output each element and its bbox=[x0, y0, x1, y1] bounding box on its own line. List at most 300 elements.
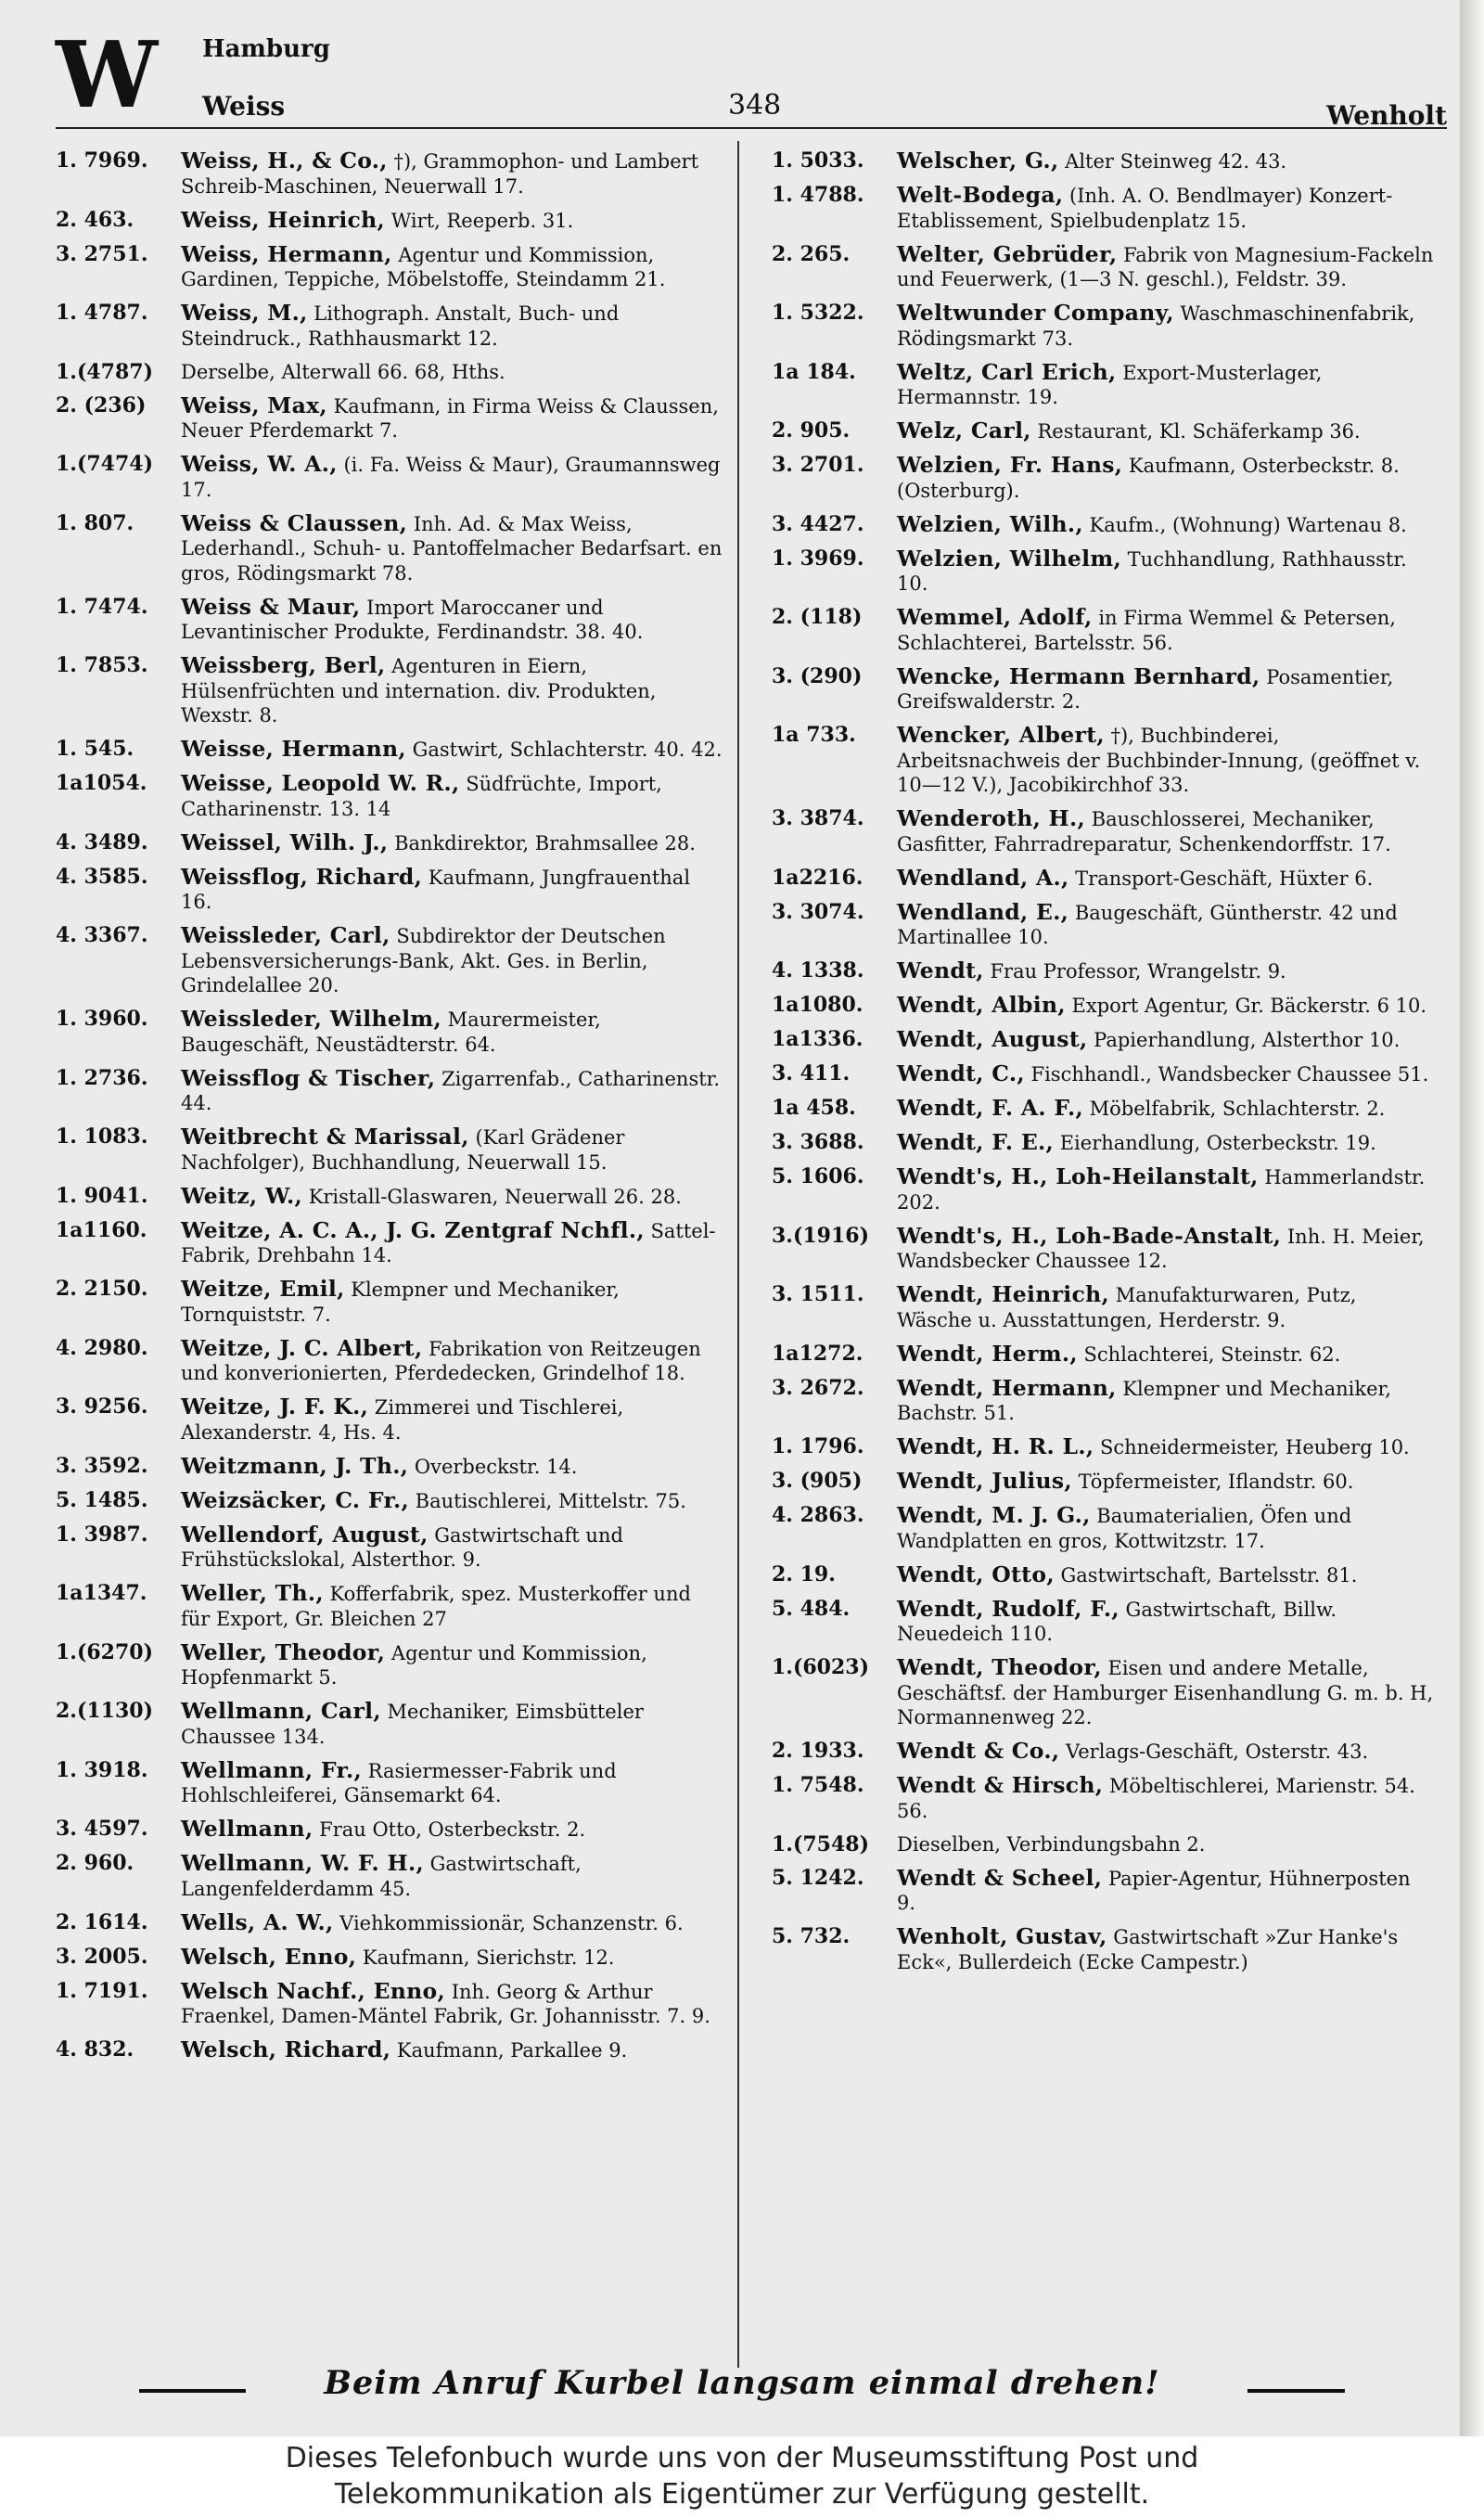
phone-number: 5. 732. bbox=[772, 1924, 851, 1948]
entry-name: Wendt, Hermann, bbox=[897, 1374, 1117, 1401]
directory-entry bbox=[772, 900, 1434, 950]
directory-entry bbox=[772, 1597, 1434, 1647]
directory-entry bbox=[56, 1817, 723, 1843]
entry-name: Wendt, C., bbox=[897, 1060, 1025, 1086]
entry-name: Wendland, E., bbox=[897, 898, 1069, 925]
entry-name: Welscher, G., bbox=[897, 148, 1059, 173]
phone-number: 1a2216. bbox=[772, 865, 864, 890]
entry-details: Agenturen in Eiern, Hülsenfrüchten und internation. div. Produkten, Wexstr. 8. bbox=[181, 655, 657, 726]
phone-number: 3. 3592. bbox=[56, 1453, 148, 1478]
entry-name: Wendt, Julius, bbox=[897, 1468, 1072, 1494]
entry-details: Agentur und Kommission, Hopfenmarkt 5. bbox=[181, 1641, 647, 1689]
entry-details: Zigarrenfab., Catharinenstr. 44. bbox=[181, 1067, 721, 1114]
entry-details: Gastwirtschaft und Frühstückslokal, Alsterthor. 9. bbox=[181, 1523, 623, 1571]
entry-name: Weltwunder Company, bbox=[897, 300, 1174, 326]
entry-name: Wencker, Albert, bbox=[897, 722, 1105, 748]
phone-number: 3. 411. bbox=[772, 1061, 851, 1086]
phone-number: 1. 3987. bbox=[56, 1522, 148, 1547]
entry-details: Bankdirektor, Brahmsallee 28. bbox=[394, 831, 696, 854]
entry-details: Frau Professor, Wrangelstr. 9. bbox=[990, 960, 1286, 983]
directory-entry bbox=[772, 1866, 1434, 1916]
phone-number: 1. 4788. bbox=[772, 183, 864, 207]
directory-entry bbox=[772, 1376, 1434, 1426]
phone-number: 1. 9041. bbox=[56, 1183, 148, 1208]
entry-name: Welsch, Enno, bbox=[181, 1943, 357, 1970]
entry-details: (Karl Grädener Nachfolger), Buchhandlung, Neuerwall 15. bbox=[181, 1126, 625, 1174]
phone-number: 2. 1933. bbox=[772, 1739, 864, 1763]
directory-entry bbox=[56, 208, 723, 234]
phone-number: 1. 7191. bbox=[56, 1978, 148, 2003]
directory-entry bbox=[56, 1522, 723, 1573]
phone-number: 3.(1916) bbox=[772, 1223, 870, 1248]
entry-details: Papier-Agentur, Hühnerposten 9. bbox=[897, 1867, 1411, 1914]
entry-details: Frau Otto, Osterbeckstr. 2. bbox=[319, 1818, 586, 1841]
entry-details: Kaufmann, Jungfrauenthal 16. bbox=[181, 866, 691, 913]
entry-details: Baumaterialien, Öfen und Wandplatten en gros, Kottwitzstr. 17. bbox=[897, 1505, 1352, 1552]
entry-name: Weissleder, Wilhelm, bbox=[181, 1006, 441, 1032]
section-letter: W bbox=[56, 22, 157, 129]
directory-entry bbox=[56, 1979, 723, 2029]
entry-name: Weitze, A. C. A., J. G. Zentgraf Nchfl., bbox=[181, 1216, 645, 1243]
column-divider bbox=[737, 141, 739, 2368]
directory-entry bbox=[56, 1945, 723, 1971]
directory-entry bbox=[56, 452, 723, 502]
footer-rule-right bbox=[1247, 2389, 1345, 2393]
right-column bbox=[772, 148, 1434, 1984]
entry-name: Weitbrecht & Marissal, bbox=[181, 1124, 469, 1150]
entry-details: †), Grammophon- und Lambert Schreib-Maschinen, Neuerwall 17. bbox=[181, 150, 699, 198]
directory-entry bbox=[772, 1832, 1434, 1857]
directory-entry bbox=[772, 546, 1434, 597]
directory-entry bbox=[772, 806, 1434, 856]
page-number: 348 bbox=[728, 89, 782, 122]
entry-name: Wendt, Albin, bbox=[897, 992, 1066, 1018]
entry-details: Eisen und andere Metalle, Geschäftsf. der Hamburger Eisenhandlung G. m. b. H, Normannenweg 22. bbox=[897, 1657, 1434, 1728]
entry-name: Wenholt, Gustav, bbox=[897, 1923, 1107, 1949]
directory-entry bbox=[56, 301, 723, 351]
directory-entry bbox=[56, 653, 723, 728]
directory-entry bbox=[772, 866, 1434, 892]
entry-details: Inh. Ad. & Max Weiss, Lederhandl., Schuh- u. Pantoffelmacher Bedarfsart. en gros, Rödingsmarkt 78. bbox=[181, 512, 723, 585]
entry-details: Rasiermesser-Fabrik und Hohlschleiferei, Gänsemarkt 64. bbox=[181, 1759, 617, 1806]
directory-entry bbox=[56, 923, 723, 998]
entry-name: Welz, Carl, bbox=[897, 418, 1031, 443]
entry-name: Weissflog & Tischer, bbox=[181, 1064, 436, 1091]
entry-name: Wendt & Co., bbox=[897, 1738, 1060, 1764]
entry-details: Posamentier, Greifswalderstr. 2. bbox=[897, 665, 1394, 713]
directory-entry bbox=[56, 1851, 723, 1901]
phone-number: 3. 2005. bbox=[56, 1944, 148, 1969]
entry-details: Eierhandlung, Osterbeckstr. 19. bbox=[1059, 1132, 1376, 1154]
directory-entry bbox=[772, 1773, 1434, 1823]
entry-details: Kaufmann, Osterbeckstr. 8. (Osterburg). bbox=[897, 455, 1400, 502]
entry-name: Wendland, A., bbox=[897, 864, 1069, 891]
phone-number: 1. 7548. bbox=[772, 1773, 864, 1797]
entry-details: Dieselben, Verbindungsbahn 2. bbox=[897, 1832, 1206, 1856]
directory-entry bbox=[772, 605, 1434, 655]
phone-number: 2. (118) bbox=[772, 605, 863, 629]
directory-entry bbox=[56, 1184, 723, 1210]
entry-name: Wemmel, Adolf, bbox=[897, 604, 1093, 630]
directory-entry bbox=[56, 771, 723, 821]
credit-line-1: Dieses Telefonbuch wurde uns von der Museumsstiftung Post und bbox=[285, 2442, 1199, 2474]
entry-name: Weller, Theodor, bbox=[181, 1638, 386, 1665]
entry-details: Gastwirt, Schlachterstr. 40. 42. bbox=[412, 739, 723, 761]
phone-number: 5. 1485. bbox=[56, 1487, 148, 1512]
phone-number: 1.(6270) bbox=[56, 1639, 154, 1664]
directory-entry bbox=[772, 242, 1434, 292]
phone-number: 1a1080. bbox=[772, 993, 864, 1017]
directory-entry bbox=[772, 1342, 1434, 1368]
phone-number: 2. 463. bbox=[56, 207, 134, 232]
phone-number: 1. 1796. bbox=[772, 1434, 864, 1458]
entry-details: in Firma Wemmel & Petersen, Schlachterei, Bartelsstr. 56. bbox=[897, 607, 1396, 654]
directory-entry bbox=[56, 1910, 723, 1936]
phone-number: 1. 7853. bbox=[56, 653, 148, 677]
phone-number: 1. 3960. bbox=[56, 1007, 148, 1031]
phone-number: 1a1347. bbox=[56, 1581, 147, 1605]
entry-details: Import Maroccaner und Levantinischer Produkte, Ferdinandstr. 38. 40. bbox=[181, 596, 644, 643]
directory-entry bbox=[56, 1066, 723, 1116]
directory-entry bbox=[772, 1503, 1434, 1553]
entry-name: Weitz, W., bbox=[181, 1182, 303, 1209]
entry-name: Weisse, Hermann, bbox=[181, 736, 406, 762]
entry-details: Papierhandlung, Alsterthor 10. bbox=[1094, 1029, 1401, 1051]
directory-entry bbox=[772, 418, 1434, 444]
first-entry-word: Weiss bbox=[202, 91, 286, 122]
directory-entry bbox=[772, 1739, 1434, 1765]
entry-name: Wencke, Hermann Bernhard, bbox=[897, 662, 1260, 689]
phone-number: 3. 9256. bbox=[56, 1394, 148, 1419]
entry-name: Wendt, F. A. F., bbox=[897, 1095, 1083, 1121]
entry-name: Wellmann, bbox=[181, 1816, 313, 1842]
entry-name: Wendt, F. E., bbox=[897, 1129, 1055, 1155]
phone-number: 5. 484. bbox=[772, 1596, 851, 1621]
entry-details: Mechaniker, Eimsbütteler Chaussee 134. bbox=[181, 1701, 644, 1748]
entry-name: Weiss & Claussen, bbox=[181, 509, 408, 536]
entry-name: Weller, Th., bbox=[181, 1580, 324, 1606]
entry-name: Weiss & Maur, bbox=[181, 593, 361, 620]
phone-number: 1. 7969. bbox=[56, 148, 148, 173]
entry-name: Weiss, W. A., bbox=[181, 451, 338, 477]
entry-details: Kristall-Glaswaren, Neuerwall 26. 28. bbox=[308, 1185, 682, 1208]
directory-entry bbox=[56, 1336, 723, 1386]
phone-number: 3. (290) bbox=[772, 663, 863, 688]
entry-details: Maurermeister, Baugeschäft, Neustädterstr. 64. bbox=[181, 1008, 601, 1056]
entry-details: Fabrikation von Reitzeugen und konverionierten, Pferdedecken, Grindelhof 18. bbox=[181, 1337, 701, 1384]
phone-number: 1a 184. bbox=[772, 359, 856, 384]
directory-entry bbox=[56, 830, 723, 856]
entry-name: Welzien, Fr. Hans, bbox=[897, 452, 1123, 478]
directory-entry bbox=[772, 1469, 1434, 1495]
entry-details: Fischhandl., Wandsbecker Chaussee 51. bbox=[1030, 1063, 1429, 1086]
entry-name: Wendt's, H., Loh-Heilanstalt, bbox=[897, 1163, 1259, 1189]
phone-number: 1.(7548) bbox=[772, 1831, 870, 1856]
entry-details: Zimmerei und Tischlerei, Alexanderstr. 4, Hs. 4. bbox=[181, 1396, 624, 1444]
directory-entry bbox=[772, 1924, 1434, 1974]
entry-details: Inh. Georg & Arthur Fraenkel, Damen-Mäntel Fabrik, Gr. Johannisstr. 7. 9. bbox=[181, 1980, 710, 2027]
entry-details: Fabrik von Magnesium-Fackeln und Feuerwerk, (1—3 N. geschl.), Feldstr. 39. bbox=[897, 243, 1434, 290]
phone-number: 1. 5033. bbox=[772, 148, 864, 173]
directory-entry bbox=[772, 1562, 1434, 1588]
directory-entry bbox=[772, 1434, 1434, 1460]
directory-entry bbox=[56, 1699, 723, 1749]
directory-entry bbox=[56, 595, 723, 645]
phone-number: 4. 3489. bbox=[56, 829, 148, 854]
credit-line-2: Telekommunikation als Eigentümer zur Verfügung gestellt. bbox=[334, 2478, 1150, 2511]
left-column bbox=[56, 148, 723, 2072]
entry-details: Kaufmann, Parkallee 9. bbox=[396, 2039, 628, 2062]
entry-name: Wendt, M. J. G., bbox=[897, 1502, 1091, 1528]
entry-details: Schneidermeister, Heuberg 10. bbox=[1100, 1436, 1410, 1458]
directory-entry bbox=[772, 1096, 1434, 1122]
entry-name: Weisse, Leopold W. R., bbox=[181, 770, 460, 796]
phone-number: 1.(6023) bbox=[772, 1655, 870, 1679]
entry-name: Wendt, bbox=[897, 957, 984, 983]
phone-number: 1.(7474) bbox=[56, 452, 154, 476]
directory-entry bbox=[772, 993, 1434, 1019]
directory-entry bbox=[56, 1640, 723, 1690]
entry-name: Wendt, Herm., bbox=[897, 1340, 1078, 1367]
entry-details: Bauschlosserei, Mechaniker, Gasfitter, Fahrradreparatur, Schenkendorffstr. 17. bbox=[897, 808, 1391, 855]
entry-details: Overbeckstr. 14. bbox=[414, 1455, 578, 1478]
entry-name: Welzien, Wilhelm, bbox=[897, 545, 1121, 572]
directory-entry bbox=[56, 1454, 723, 1480]
entry-details: Tuchhandlung, Rathhausstr. 10. bbox=[897, 547, 1407, 595]
directory-entry bbox=[56, 393, 723, 443]
entry-details: Töpfermeister, Iflandstr. 60. bbox=[1078, 1471, 1354, 1493]
entry-details: Möbeltischlerei, Marienstr. 54. 56. bbox=[897, 1775, 1415, 1822]
entry-details: Gastwirtschaft »Zur Hanke's Eck«, Bullerdeich (Ecke Campestr.) bbox=[897, 1926, 1399, 1973]
directory-entry bbox=[56, 1007, 723, 1057]
page-edge bbox=[1460, 0, 1484, 2436]
entry-name: Wendt & Scheel, bbox=[897, 1864, 1103, 1891]
phone-number: 1a1272. bbox=[772, 1341, 864, 1366]
entry-name: Weiss, H., & Co., bbox=[181, 148, 388, 173]
directory-entry bbox=[56, 2037, 723, 2063]
directory-entry bbox=[56, 1488, 723, 1514]
entry-name: Welsch Nachf., Enno, bbox=[181, 1977, 446, 2004]
directory-entry bbox=[772, 183, 1434, 233]
directory-entry bbox=[56, 511, 723, 586]
directory-entry bbox=[56, 737, 723, 763]
phone-number: 1.(4787) bbox=[56, 359, 154, 384]
phone-number: 4. 1338. bbox=[772, 958, 864, 983]
phone-number: 3. 2672. bbox=[772, 1375, 864, 1400]
entry-name: Weissleder, Carl, bbox=[181, 922, 390, 948]
phone-number: 3. 4597. bbox=[56, 1817, 148, 1841]
directory-entry bbox=[772, 1655, 1434, 1730]
phone-number: 1a1336. bbox=[772, 1027, 864, 1051]
entry-details: Verlags-Geschäft, Osterstr. 43. bbox=[1066, 1741, 1369, 1763]
scan-credit bbox=[0, 2440, 1484, 2512]
phone-number: 2. 1614. bbox=[56, 1909, 148, 1934]
phone-number: 1a 733. bbox=[772, 723, 856, 747]
directory-entry bbox=[56, 1277, 723, 1327]
entry-name: Wellmann, Fr., bbox=[181, 1756, 362, 1783]
directory-entry bbox=[772, 453, 1434, 503]
phone-number: 2. 19. bbox=[772, 1561, 836, 1587]
entry-details: Südfrüchte, Import, Catharinenstr. 13. 14 bbox=[181, 773, 662, 820]
directory-entry bbox=[772, 1224, 1434, 1274]
entry-details: Möbelfabrik, Schlachterstr. 2. bbox=[1089, 1098, 1386, 1120]
phone-number: 4. 832. bbox=[56, 2037, 134, 2062]
directory-entry bbox=[772, 148, 1434, 174]
directory-entry bbox=[56, 1124, 723, 1175]
phone-number: 3. 3688. bbox=[772, 1130, 864, 1154]
directory-entry bbox=[772, 512, 1434, 538]
entry-name: Wendt, Otto, bbox=[897, 1561, 1055, 1587]
footer-slogan: Beim Anruf Kurbel langsam einmal drehen! bbox=[324, 2364, 1160, 2402]
directory-entry bbox=[56, 1581, 723, 1631]
phone-number: 1. 3969. bbox=[772, 546, 864, 571]
phone-number: 2.(1130) bbox=[56, 1699, 154, 1723]
phone-number: 4. 3367. bbox=[56, 923, 148, 947]
entry-details: Restaurant, Kl. Schäferkamp 36. bbox=[1037, 420, 1361, 443]
entry-name: Welter, Gebrüder, bbox=[897, 240, 1118, 267]
entry-name: Weiss, Heinrich, bbox=[181, 206, 386, 233]
entry-details: Viehkommissionär, Schanzenstr. 6. bbox=[339, 1911, 684, 1934]
entry-details: Agentur und Kommission, Gardinen, Teppiche, Möbelstoffe, Steindamm 21. bbox=[181, 243, 666, 290]
phone-number: 2. 2150. bbox=[56, 1277, 148, 1301]
entry-details: Waschmaschinenfabrik, Rödingsmarkt 73. bbox=[897, 302, 1415, 350]
phone-number: 3. (905) bbox=[772, 1469, 863, 1493]
header-rule bbox=[56, 127, 1447, 129]
entry-name: Wendt & Hirsch, bbox=[897, 1772, 1104, 1798]
entry-name: Weiss, M., bbox=[181, 300, 308, 326]
entry-details: Wirt, Reeperb. 31. bbox=[390, 209, 574, 232]
directory-entry bbox=[772, 1130, 1434, 1156]
phone-number: 3. 1511. bbox=[772, 1282, 864, 1306]
phone-number: 3. 2701. bbox=[772, 453, 864, 477]
directory-entry bbox=[56, 865, 723, 915]
entry-details: Lithograph. Anstalt, Buch- und Steindruck., Rathhausmarkt 12. bbox=[181, 302, 620, 350]
phone-number: 3. 2751. bbox=[56, 241, 148, 266]
entry-name: Weissflog, Richard, bbox=[181, 863, 423, 890]
entry-name: Wenderoth, H., bbox=[897, 805, 1086, 831]
entry-name: Weitzmann, J. Th., bbox=[181, 1452, 409, 1479]
phone-number: 3. 3074. bbox=[772, 899, 864, 924]
directory-entry bbox=[56, 1218, 723, 1268]
entry-details: Derselbe, Alterwall 66. 68, Hths. bbox=[181, 360, 505, 383]
entry-name: Welzien, Wilh., bbox=[897, 510, 1083, 537]
entry-details: Hammerlandstr. 202. bbox=[897, 1166, 1426, 1214]
entry-details: Subdirektor der Deutschen Lebensversicherungs-Bank, Akt. Ges. in Berlin, Grindelallee 20. bbox=[181, 925, 666, 996]
entry-name: Weitze, J. C. Albert, bbox=[181, 1334, 423, 1361]
entry-name: Weissberg, Berl, bbox=[181, 652, 386, 678]
entry-details: Gastwirtschaft, Bartelsstr. 81. bbox=[1060, 1563, 1358, 1587]
entry-details: Kaufm., (Wohnung) Wartenau 8. bbox=[1089, 513, 1407, 536]
directory-entry bbox=[772, 1027, 1434, 1053]
phone-number: 2. 265. bbox=[772, 241, 851, 266]
last-entry-word: Wenholt bbox=[1326, 100, 1447, 131]
directory-entry bbox=[772, 958, 1434, 984]
phone-number: 5. 1242. bbox=[772, 1865, 864, 1890]
entry-name: Wendt, Theodor, bbox=[897, 1654, 1102, 1680]
phone-number: 4. 2980. bbox=[56, 1335, 148, 1360]
phone-number: 2. 960. bbox=[56, 1851, 134, 1875]
entry-name: Weissel, Wilh. J., bbox=[181, 829, 389, 855]
entry-name: Wellmann, Carl, bbox=[181, 1698, 381, 1724]
entry-details: Schlachterei, Steinstr. 62. bbox=[1083, 1343, 1341, 1366]
entry-details: Kofferfabrik, spez. Musterkoffer und für Export, Gr. Bleichen 27 bbox=[181, 1583, 691, 1630]
entry-details: Gastwirtschaft, Langenfelderdamm 45. bbox=[181, 1853, 582, 1900]
directory-entry bbox=[772, 301, 1434, 351]
phone-number: 4. 3585. bbox=[56, 864, 148, 889]
phone-number: 5. 1606. bbox=[772, 1164, 864, 1188]
entry-details: Bautischlerei, Mittelstr. 75. bbox=[415, 1489, 686, 1512]
entry-details: Sattel-Fabrik, Drehbahn 14. bbox=[181, 1219, 716, 1266]
entry-name: Wendt, Heinrich, bbox=[897, 1281, 1110, 1307]
phone-number: 1. 5322. bbox=[772, 301, 864, 325]
directory-entry bbox=[56, 242, 723, 292]
phone-number: 1. 545. bbox=[56, 737, 134, 761]
entry-name: Welt-Bodega, bbox=[897, 182, 1064, 208]
directory-entry bbox=[56, 1758, 723, 1808]
entry-details: Transport-Geschäft, Hüxter 6. bbox=[1075, 867, 1374, 890]
page-header bbox=[56, 22, 1447, 137]
phone-number: 1. 1083. bbox=[56, 1124, 148, 1149]
phone-number: 3. 3874. bbox=[772, 806, 864, 830]
phone-number: 1. 807. bbox=[56, 510, 134, 535]
phone-number: 2. (236) bbox=[56, 392, 147, 418]
directory-entry bbox=[56, 1394, 723, 1445]
directory-entry bbox=[772, 360, 1434, 410]
entry-details: Gastwirtschaft, Billw. Neuedeich 110. bbox=[897, 1598, 1337, 1645]
directory-entry bbox=[772, 1061, 1434, 1087]
directory-entry bbox=[772, 1164, 1434, 1214]
entry-details: †), Buchbinderei, Arbeitsnachweis der Buchbinder-Innung, (geöffnet v. 10—12 V.), Jacobikirchhof 33. bbox=[897, 725, 1421, 796]
entry-details: Inh. H. Meier, Wandsbecker Chaussee 12. bbox=[897, 1225, 1425, 1272]
entry-name: Wellmann, W. F. H., bbox=[181, 1850, 424, 1876]
directory-entry bbox=[772, 1282, 1434, 1332]
entry-name: Wendt, H. R. L., bbox=[897, 1433, 1094, 1459]
entry-name: Wells, A. W., bbox=[181, 1908, 334, 1935]
phone-number: 4. 2863. bbox=[772, 1503, 864, 1527]
phone-number: 1a 458. bbox=[772, 1096, 856, 1120]
phone-number: 1. 2736. bbox=[56, 1065, 148, 1090]
entry-name: Weiss, Hermann, bbox=[181, 240, 392, 267]
entry-details: Baugeschäft, Güntherstr. 42 und Martinallee 10. bbox=[897, 901, 1398, 948]
entry-details: (Inh. A. O. Bendlmayer) Konzert-Etablissement, Spielbudenplatz 15. bbox=[897, 185, 1393, 232]
phone-number: 2. 905. bbox=[772, 418, 851, 443]
entry-details: Export-Musterlager, Hermannstr. 19. bbox=[897, 361, 1323, 408]
entry-details: Klempner und Mechaniker, Bachstr. 51. bbox=[897, 1377, 1391, 1424]
phone-number: 3. 4427. bbox=[772, 511, 864, 536]
directory-entry bbox=[772, 723, 1434, 798]
phone-number: 1. 4787. bbox=[56, 301, 148, 325]
entry-details: Manufakturwaren, Putz, Wäsche u. Ausstattungen, Herderstr. 9. bbox=[897, 1284, 1357, 1331]
entry-details: Export Agentur, Gr. Bäckerstr. 6 10. bbox=[1071, 995, 1427, 1017]
entry-name: Wendt, Rudolf, F., bbox=[897, 1595, 1119, 1622]
entry-name: Wendt, August, bbox=[897, 1026, 1088, 1052]
entry-name: Weitze, J. F. K., bbox=[181, 1394, 369, 1420]
entry-name: Welsch, Richard, bbox=[181, 2036, 391, 2062]
entry-name: Weizsäcker, C. Fr., bbox=[181, 1486, 409, 1513]
entry-details: Alter Steinweg 42. 43. bbox=[1065, 150, 1287, 173]
entry-details: Kaufmann, in Firma Weiss & Claussen, Neuer Pferdemarkt 7. bbox=[181, 394, 719, 442]
entry-details: Klempner und Mechaniker, Tornquiststr. 7. bbox=[181, 1278, 620, 1326]
entry-details: Kaufmann, Sierichstr. 12. bbox=[362, 1946, 615, 1969]
phone-number: 1. 3918. bbox=[56, 1757, 148, 1782]
entry-name: Weltz, Carl Erich, bbox=[897, 358, 1117, 385]
directory-entry bbox=[772, 664, 1434, 714]
entry-name: Weitze, Emil, bbox=[181, 1276, 345, 1302]
phone-number: 1a1160. bbox=[56, 1217, 147, 1242]
phone-number: 1a1054. bbox=[56, 771, 147, 795]
entry-name: Wendt's, H., Loh-Bade-Anstalt, bbox=[897, 1222, 1282, 1249]
city-name: Hamburg bbox=[202, 35, 330, 63]
